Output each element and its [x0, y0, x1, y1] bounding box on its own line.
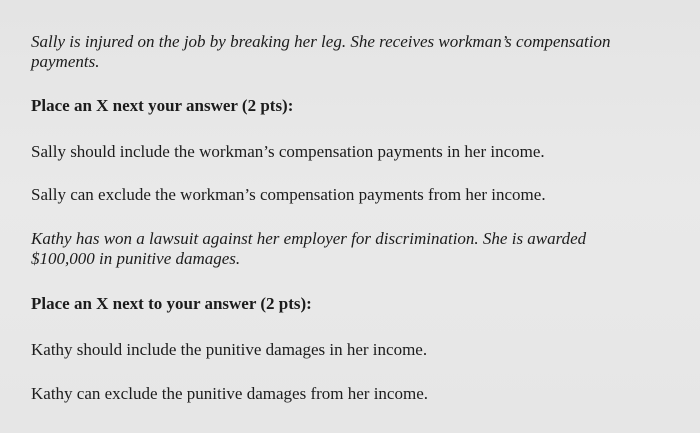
question-2-option-exclude[interactable]: Kathy can exclude the punitive damages from her income. [31, 384, 428, 403]
question-1-instruction: Place an X next your answer (2 pts): [31, 96, 294, 115]
question-2-option-include[interactable]: Kathy should include the punitive damages in her income. [31, 340, 428, 359]
question-1-option-exclude[interactable]: Sally can exclude the workman’s compensation payments from her income. [31, 185, 546, 204]
question-1-scenario-line-2: payments. [31, 52, 100, 71]
question-1-scenario-line-1: Sally is injured on the job by breaking her leg. She receives workman’s compensation [31, 32, 611, 51]
question-2-scenario-line-2: $100,000 in punitive damages. [31, 249, 241, 268]
question-2-scenario-line-1: Kathy has won a lawsuit against her employer for discrimination. She is awarded [31, 229, 587, 248]
question-1-option-include[interactable]: Sally should include the workman’s compensation payments in her income. [31, 142, 545, 161]
question-2-instruction: Place an X next to your answer (2 pts): [31, 294, 312, 313]
